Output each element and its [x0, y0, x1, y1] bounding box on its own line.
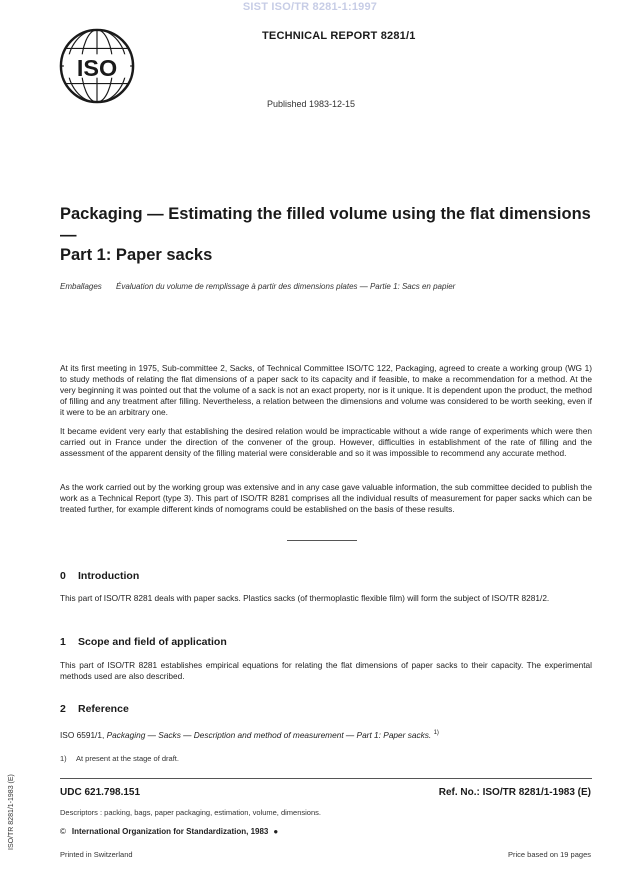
document-watermark: SIST ISO/TR 8281-1:1997	[242, 1, 378, 13]
section-number: 0	[60, 570, 66, 582]
reference-title: Packaging — Sacks — Description and method of measurement — Part 1: Paper sacks.	[106, 729, 432, 740]
footnote-text: At present at the stage of draft.	[76, 754, 179, 763]
iso-logo	[58, 27, 136, 105]
foreword-paragraph: At its first meeting in 1975, Sub-committee 2, Sacks, of Technical Committee ISO/TC 122, Packaging, agreed to create a working group (WG 1) to study methods of relating the flat dimensions of a paper sack to its capacity and if feasible, to make a recommendation for a method. At the very beginning it was pointed out that the volume of a sack is not an exact property, nor is it unique. It is dependent upon the product, the method of filling and any treatment after filling. Nevertheless, a relation between the dimensions and volume was considered to be worth seeking, even if it were to be an arbitrary one.	[60, 363, 592, 417]
reference-number: Ref. No.: ISO/TR 8281/1-1983 (E)	[438, 787, 591, 798]
reference-heading	[60, 703, 129, 715]
footnote-marker: 1)	[433, 730, 439, 736]
udc-number: UDC 621.798.151	[60, 787, 141, 798]
copyright-symbol: ©	[60, 827, 66, 836]
publication-date: Published 1983-12-15	[267, 99, 356, 109]
document-part-title: Part 1: Paper sacks	[60, 246, 213, 264]
section-number: 1	[60, 636, 66, 648]
footer-divider	[60, 778, 592, 779]
section-heading-text: Scope and field of application	[78, 636, 227, 648]
section-number: 2	[60, 703, 66, 715]
footnote-number: 1)	[60, 754, 67, 763]
scope-heading	[60, 636, 227, 648]
document-title: Packaging — Estimating the filled volume using the flat dimensions —	[60, 205, 591, 244]
section-divider	[287, 540, 357, 541]
scope-text: This part of ISO/TR 8281 establishes empirical equations for relating the flat dimensions of paper sacks to their capacity. The experimental methods used are also described.	[60, 660, 592, 681]
bullet-icon: ●	[273, 827, 279, 836]
section-heading-text: Introduction	[78, 570, 140, 582]
introduction-heading	[60, 570, 139, 582]
footnote	[60, 754, 179, 763]
copyright-text: International Organization for Standardization, 1983	[71, 827, 269, 836]
french-title-main: Emballages	[60, 282, 102, 291]
french-title	[60, 282, 600, 291]
french-title-sub: Évaluation du volume de remplissage à partir des dimensions plates — Partie 1: Sacs en papier	[116, 282, 456, 291]
descriptors: Descriptors : packing, bags, paper packaging, estimation, volume, dimensions.	[60, 808, 321, 817]
side-document-label: ISO/TR 8281/1-1983 (E)	[8, 774, 15, 850]
section-heading-text: Reference	[78, 703, 129, 715]
price-note: Price based on 19 pages	[508, 850, 591, 859]
report-title: TECHNICAL REPORT 8281/1	[262, 30, 416, 42]
reference-text	[60, 728, 592, 741]
printed-location: Printed in Switzerland	[60, 850, 133, 859]
foreword-paragraph: As the work carried out by the working group was extensive and in any case gave valuable information, the sub committee decided to publish the work as a Technical Report (type 3). This part of ISO/TR 8281 comprises all the individual results of measurement for paper sacks which can be treated further, for example different kinds of nomograms could be established on the basis of these results.	[60, 482, 592, 514]
reference-standard: ISO 6591/1,	[60, 729, 105, 740]
foreword-paragraph: It became evident very early that establishing the desired relation would be impracticable without a wide range of experiments which were then carried out in France under the direction of the convener of the group. However, difficulties in establishment of the rate of filling and the assessment of the apparent density of the filling material were considerable and so it was impossible to recommend any accurate method.	[60, 426, 592, 458]
iso-logo-text: ISO	[76, 54, 118, 81]
introduction-text: This part of ISO/TR 8281 deals with paper sacks. Plastics sacks (of thermoplastic flexible film) will form the subject of ISO/TR 8281/2.	[60, 593, 550, 603]
copyright-line	[60, 827, 278, 836]
